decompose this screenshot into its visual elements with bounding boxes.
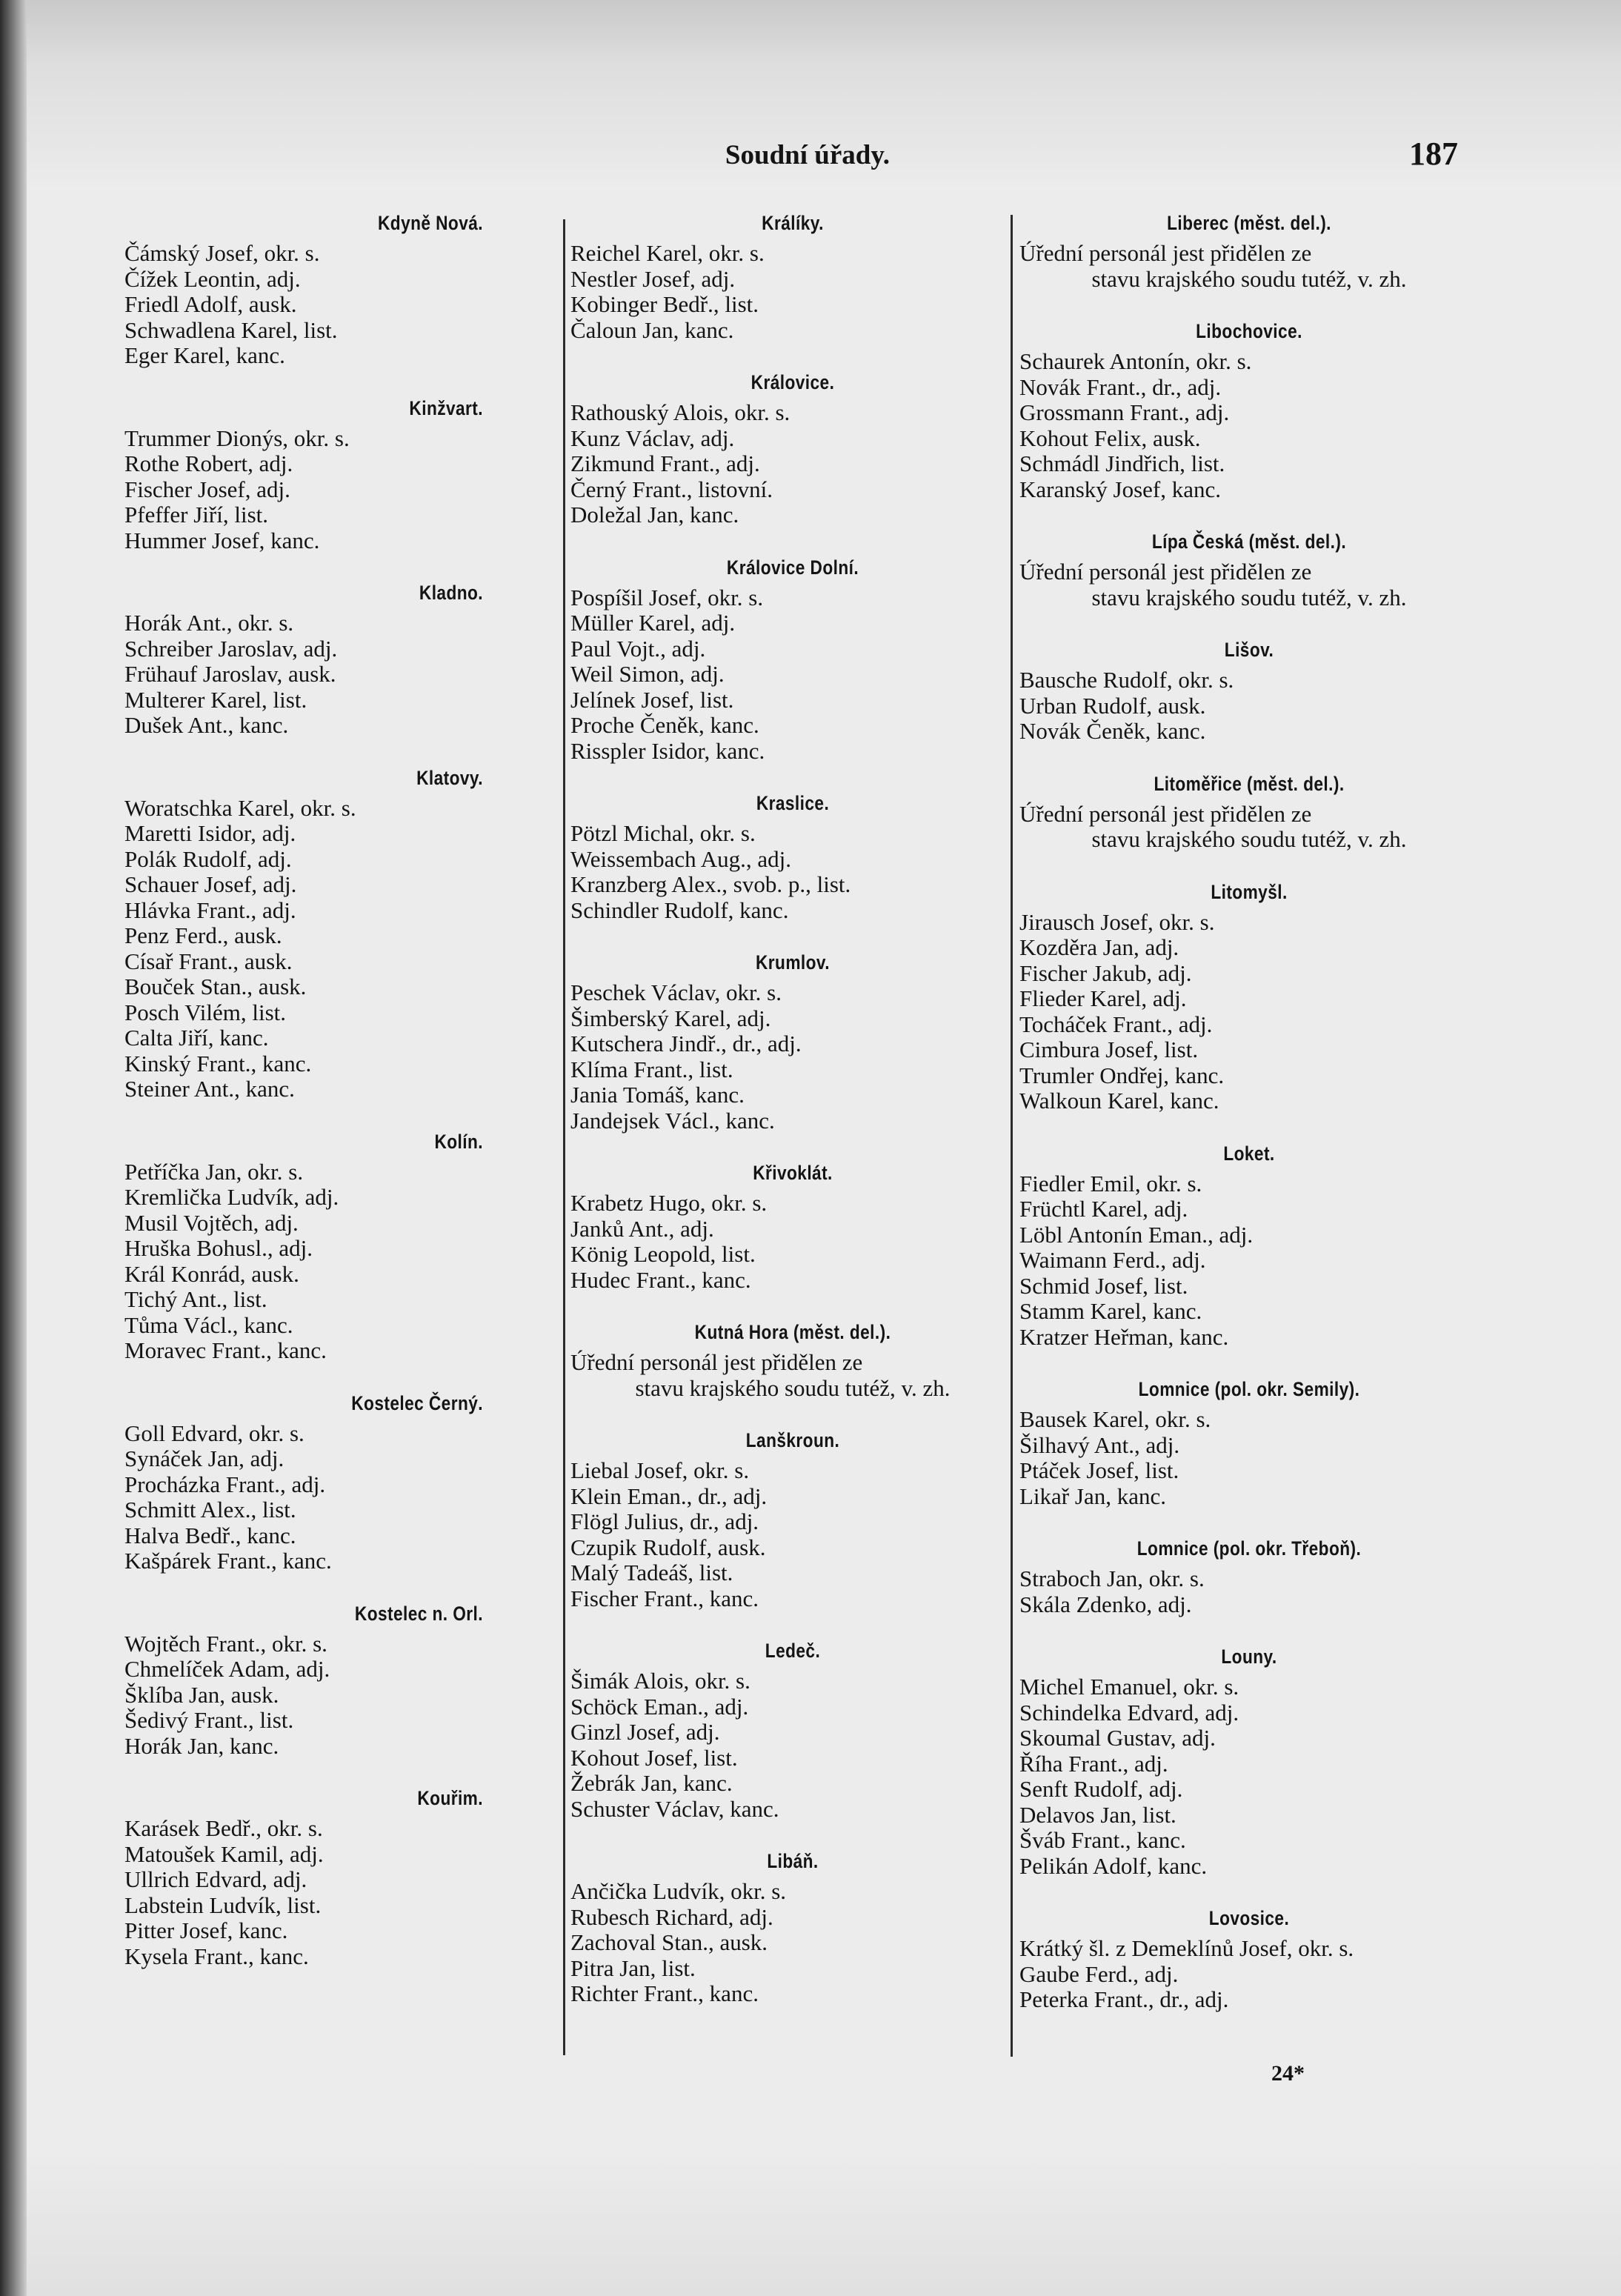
court-title: Lomnice (pol. okr. Semily). xyxy=(1138,1378,1360,1400)
personnel-entry: Pitra Jan, list. xyxy=(570,1954,696,1981)
court-title: Litoměřice (měst. del.). xyxy=(1154,772,1345,795)
court-note-line: stavu krajského soudu tutéž, v. zh. xyxy=(1091,265,1407,292)
court-title: Kouřim. xyxy=(417,1787,483,1809)
personnel-entry: Bouček Stan., ausk. xyxy=(124,974,307,999)
personnel-entry: Schauer Josef, adj. xyxy=(124,871,297,897)
personnel-entry: Kutschera Jindř., dr., adj. xyxy=(570,1031,802,1057)
court-section xyxy=(1019,1378,1479,1509)
personnel-entry: Gaube Ferd., adj. xyxy=(1019,1960,1179,1987)
personnel-entry: Fischer Jakub, adj. xyxy=(1019,959,1192,986)
personnel-entry: Schwadlena Karel, list. xyxy=(124,316,338,343)
court-section xyxy=(124,396,483,554)
court-section xyxy=(570,1850,1015,2007)
personnel-entry: Penz Ferd., ausk. xyxy=(124,922,282,948)
personnel-entry: Synáček Jan, adj. xyxy=(124,1445,284,1471)
personnel-entry: Weissembach Aug., adj. xyxy=(570,845,791,872)
personnel-entry: Kohout Felix, ausk. xyxy=(1019,425,1201,451)
personnel-entry: Musil Vojtěch, adj. xyxy=(124,1209,299,1236)
personnel-entry: Frühauf Jaroslav, ausk. xyxy=(124,661,336,687)
court-section xyxy=(570,951,1015,1134)
personnel-entry: Žebrák Jan, kanc. xyxy=(570,1770,733,1796)
personnel-entry: Hruška Bohusl., adj. xyxy=(124,1235,313,1261)
personnel-entry: Kobinger Bedř., list. xyxy=(570,291,759,317)
court-section xyxy=(570,1321,1015,1401)
court-section xyxy=(570,556,1015,765)
personnel-entry: Schmid Josef, list. xyxy=(1019,1272,1188,1299)
court-section xyxy=(124,582,483,739)
court-title: Liberec (měst. del.). xyxy=(1167,212,1331,234)
court-title: Kostelec n. Orl. xyxy=(354,1602,483,1625)
court-note-line: stavu krajského soudu tutéž, v. zh. xyxy=(635,1374,951,1401)
court-section xyxy=(1019,639,1479,745)
personnel-entry: Šklíba Jan, ausk. xyxy=(124,1681,279,1708)
personnel-entry: Schreiber Jaroslav, adj. xyxy=(124,635,338,662)
personnel-entry: Jania Tomáš, kanc. xyxy=(570,1082,745,1108)
personnel-entry: Doležal Jan, kanc. xyxy=(570,502,739,528)
personnel-entry: Matoušek Kamil, adj. xyxy=(124,1840,324,1867)
personnel-entry: Krátký šl. z Demeklínů Josef, okr. s. xyxy=(1019,1935,1354,1961)
personnel-entry: Hudec Frant., kanc. xyxy=(570,1266,751,1293)
personnel-entry: Hlávka Frant., adj. xyxy=(124,896,296,923)
personnel-entry: Rathouský Alois, okr. s. xyxy=(570,399,790,425)
personnel-entry: Kunz Václav, adj. xyxy=(570,425,735,451)
personnel-entry: Goll Edvard, okr. s. xyxy=(124,1420,304,1446)
personnel-entry: Císař Frant., ausk. xyxy=(124,948,293,974)
column-2 xyxy=(570,212,1015,2035)
personnel-entry: Janků Ant., adj. xyxy=(570,1215,714,1242)
court-title: Královice. xyxy=(750,371,835,393)
personnel-entry: Labstein Ludvík, list. xyxy=(124,1891,322,1918)
court-section xyxy=(1019,773,1479,853)
personnel-entry: Delavos Jan, list. xyxy=(1019,1801,1176,1828)
personnel-entry: Ullrich Edvard, adj. xyxy=(124,1866,307,1892)
personnel-entry: Pelikán Adolf, kanc. xyxy=(1019,1852,1208,1879)
court-title: Kdyně Nová. xyxy=(378,212,483,234)
personnel-entry: Urban Rudolf, ausk. xyxy=(1019,692,1206,719)
personnel-entry: Zikmund Frant., adj. xyxy=(570,450,760,476)
personnel-entry: Šváb Frant., kanc. xyxy=(1019,1827,1186,1853)
personnel-entry: Klein Eman., dr., adj. xyxy=(570,1483,768,1509)
personnel-entry: Skála Zdenko, adj. xyxy=(1019,1591,1192,1617)
column-3 xyxy=(1019,212,1479,2041)
personnel-entry: Löbl Antonín Eman., adj. xyxy=(1019,1221,1254,1248)
personnel-entry: Šilhavý Ant., adj. xyxy=(1019,1431,1180,1458)
personnel-entry: Nestler Josef, adj. xyxy=(570,265,736,292)
signature-mark: 24* xyxy=(1271,2061,1305,2086)
personnel-entry: Říha Frant., adj. xyxy=(1019,1750,1168,1777)
personnel-entry: Proche Čeněk, kanc. xyxy=(570,712,759,738)
personnel-entry: Kinský Frant., kanc. xyxy=(124,1050,312,1077)
personnel-entry: Ančička Ludvík, okr. s. xyxy=(570,1878,787,1904)
personnel-entry: Posch Vilém, list. xyxy=(124,999,287,1025)
personnel-entry: Steiner Ant., kanc. xyxy=(124,1076,295,1102)
court-section xyxy=(1019,212,1479,292)
personnel-entry: Zachoval Stan., ausk. xyxy=(570,1929,768,1955)
personnel-entry: Likař Jan, kanc. xyxy=(1019,1483,1166,1509)
personnel-entry: Bausche Rudolf, okr. s. xyxy=(1019,667,1234,693)
court-section xyxy=(570,212,1015,343)
court-title: Ledeč. xyxy=(765,1640,821,1662)
court-section xyxy=(570,792,1015,923)
personnel-entry: Ptáček Josef, list. xyxy=(1019,1457,1179,1483)
personnel-entry: Jandejsek Václ., kanc. xyxy=(570,1107,775,1134)
court-title: Křivoklát. xyxy=(753,1162,833,1184)
personnel-entry: Flögl Julius, dr., adj. xyxy=(570,1508,759,1534)
court-section xyxy=(124,1602,483,1760)
court-note-line: Úřední personál jest přidělen ze xyxy=(1019,240,1312,266)
court-title: Kolín. xyxy=(434,1130,483,1153)
personnel-entry: Eger Karel, kanc. xyxy=(124,342,285,368)
personnel-entry: Rothe Robert, adj. xyxy=(124,450,293,476)
personnel-entry: Calta Jiří, kanc. xyxy=(124,1025,269,1051)
personnel-entry: Richter Frant., kanc. xyxy=(570,1980,759,2006)
personnel-entry: Moravec Frant., kanc. xyxy=(124,1337,327,1363)
personnel-entry: Hummer Josef, kanc. xyxy=(124,527,320,553)
personnel-entry: Paul Vojt., adj. xyxy=(570,635,706,662)
personnel-entry: Čámský Josef, okr. s. xyxy=(124,240,320,266)
court-title: Lišov. xyxy=(1224,639,1274,661)
personnel-entry: Král Konrád, ausk. xyxy=(124,1260,299,1287)
personnel-entry: Risspler Isidor, kanc. xyxy=(570,737,765,764)
personnel-entry: König Leopold, list. xyxy=(570,1241,756,1267)
personnel-entry: Senft Rudolf, adj. xyxy=(1019,1776,1183,1802)
personnel-entry: Ginzl Josef, adj. xyxy=(570,1719,720,1745)
court-section xyxy=(570,371,1015,528)
court-note-line: Úřední personál jest přidělen ze xyxy=(1019,559,1312,585)
personnel-entry: Kozděra Jan, adj. xyxy=(1019,934,1179,960)
personnel-entry: Dušek Ant., kanc. xyxy=(124,712,289,738)
personnel-entry: Kranzberg Alex., svob. p., list. xyxy=(570,871,851,897)
court-section xyxy=(124,1787,483,1969)
personnel-entry: Jelínek Josef, list. xyxy=(570,686,734,713)
court-note-line: stavu krajského soudu tutéž, v. zh. xyxy=(1091,584,1407,610)
personnel-entry: Walkoun Karel, kanc. xyxy=(1019,1088,1219,1114)
court-title: Kostelec Černý. xyxy=(351,1391,483,1414)
personnel-entry: Schindler Rudolf, kanc. xyxy=(570,896,789,923)
column-divider-1 xyxy=(563,219,565,2055)
personnel-entry: Skoumal Gustav, adj. xyxy=(1019,1725,1216,1751)
personnel-entry: Straboch Jan, okr. s. xyxy=(1019,1565,1205,1591)
personnel-entry: Pötzl Michal, okr. s. xyxy=(570,820,756,846)
court-section xyxy=(1019,881,1479,1114)
court-section xyxy=(124,212,483,369)
personnel-entry: Multerer Karel, list. xyxy=(124,686,307,713)
court-note xyxy=(1019,802,1479,853)
court-title: Kraslice. xyxy=(756,792,830,814)
court-title: Králíky. xyxy=(762,212,824,234)
court-title: Lípa Česká (měst. del.). xyxy=(1151,530,1347,553)
column-1 xyxy=(124,212,483,1997)
personnel-entry: Tůma Václ., kanc. xyxy=(124,1311,293,1338)
court-section xyxy=(570,1162,1015,1293)
page-number: 187 xyxy=(1409,136,1458,172)
personnel-entry: Bausek Karel, okr. s. xyxy=(1019,1406,1211,1432)
personnel-entry: Pitter Josef, kanc. xyxy=(124,1917,288,1943)
personnel-entry: Peschek Václav, okr. s. xyxy=(570,979,782,1005)
court-title: Královice Dolní. xyxy=(726,556,859,579)
personnel-entry: Stamm Karel, kanc. xyxy=(1019,1298,1202,1324)
personnel-entry: Novák Frant., dr., adj. xyxy=(1019,373,1222,400)
court-note xyxy=(1019,241,1479,292)
personnel-entry: Waimann Ferd., adj. xyxy=(1019,1247,1206,1273)
court-note-line: Úřední personál jest přidělen ze xyxy=(570,1349,863,1375)
personnel-entry: Fischer Frant., kanc. xyxy=(570,1585,759,1611)
court-section xyxy=(1019,1537,1479,1617)
personnel-entry: Schuster Václav, kanc. xyxy=(570,1795,779,1822)
personnel-entry: Klíma Frant., list. xyxy=(570,1056,733,1082)
personnel-entry: Früchtl Karel, adj. xyxy=(1019,1196,1188,1222)
court-section xyxy=(124,1130,483,1364)
court-title: Lanškroun. xyxy=(745,1429,840,1451)
personnel-entry: Schmádl Jindřich, list. xyxy=(1019,450,1225,476)
personnel-entry: Schöck Eman., adj. xyxy=(570,1693,749,1720)
personnel-entry: Flieder Karel, adj. xyxy=(1019,985,1187,1011)
court-title: Klatovy. xyxy=(416,766,483,789)
court-section xyxy=(1019,530,1479,610)
personnel-entry: Pospíšil Josef, okr. s. xyxy=(570,584,764,610)
personnel-entry: Karásek Bedř., okr. s. xyxy=(124,1815,323,1841)
personnel-entry: Novák Čeněk, kanc. xyxy=(1019,718,1206,744)
personnel-entry: Pfeffer Jiří, list. xyxy=(124,502,269,528)
personnel-entry: Cimbura Josef, list. xyxy=(1019,1036,1199,1062)
personnel-entry: Petříčka Jan, okr. s. xyxy=(124,1158,304,1185)
court-section xyxy=(570,1429,1015,1611)
personnel-entry: Šedivý Frant., list. xyxy=(124,1707,294,1733)
personnel-entry: Müller Karel, adj. xyxy=(570,610,736,636)
court-section xyxy=(1019,1142,1479,1351)
page-title: Soudní úřady. xyxy=(725,140,891,170)
personnel-entry: Friedl Adolf, ausk. xyxy=(124,291,297,317)
court-title: Kinžvart. xyxy=(409,396,483,419)
court-title: Lovosice. xyxy=(1208,1907,1290,1929)
personnel-entry: Michel Emanuel, okr. s. xyxy=(1019,1674,1239,1700)
court-title: Lomnice (pol. okr. Třeboň). xyxy=(1136,1537,1362,1560)
court-title: Kutná Hora (měst. del.). xyxy=(694,1321,891,1343)
personnel-entry: Liebal Josef, okr. s. xyxy=(570,1457,750,1483)
personnel-entry: Weil Simon, adj. xyxy=(570,661,725,687)
personnel-entry: Krabetz Hugo, okr. s. xyxy=(570,1190,768,1216)
personnel-entry: Schaurek Antonín, okr. s. xyxy=(1019,348,1252,374)
personnel-entry: Trumler Ondřej, kanc. xyxy=(1019,1062,1225,1088)
personnel-entry: Polák Rudolf, adj. xyxy=(124,845,292,872)
court-section xyxy=(1019,1646,1479,1879)
scan-edge-shadow xyxy=(0,0,27,2296)
personnel-entry: Fischer Josef, adj. xyxy=(124,476,290,502)
personnel-entry: Fiedler Emil, okr. s. xyxy=(1019,1170,1202,1197)
personnel-entry: Wojtěch Frant., okr. s. xyxy=(124,1630,327,1657)
court-title: Krumlov. xyxy=(756,951,830,974)
personnel-entry: Reichel Karel, okr. s. xyxy=(570,240,765,266)
personnel-entry: Maretti Isidor, adj. xyxy=(124,820,296,846)
personnel-entry: Kratzer Heřman, kanc. xyxy=(1019,1323,1229,1350)
court-section xyxy=(124,766,483,1102)
court-section xyxy=(570,1640,1015,1822)
personnel-entry: Tichý Ant., list. xyxy=(124,1286,267,1312)
personnel-entry: Czupik Rudolf, ausk. xyxy=(570,1534,766,1560)
personnel-entry: Schmitt Alex., list. xyxy=(124,1497,296,1523)
court-title: Kladno. xyxy=(419,582,483,604)
personnel-entry: Čížek Leontin, adj. xyxy=(124,265,301,292)
court-title: Litomyšl. xyxy=(1211,880,1288,903)
personnel-entry: Woratschka Karel, okr. s. xyxy=(124,794,356,821)
personnel-entry: Halva Bedř., kanc. xyxy=(124,1522,296,1548)
personnel-entry: Jirausch Josef, okr. s. xyxy=(1019,908,1215,935)
personnel-entry: Karanský Josef, kanc. xyxy=(1019,476,1222,502)
personnel-entry: Černý Frant., listovní. xyxy=(570,476,773,502)
personnel-entry: Grossmann Frant., adj. xyxy=(1019,399,1230,425)
court-note xyxy=(1019,559,1479,610)
court-title: Louny. xyxy=(1221,1646,1277,1668)
personnel-entry: Horák Jan, kanc. xyxy=(124,1732,279,1759)
court-title: Libáň. xyxy=(767,1850,819,1872)
personnel-entry: Peterka Frant., dr., adj. xyxy=(1019,1986,1229,2012)
personnel-entry: Šimák Alois, okr. s. xyxy=(570,1668,750,1694)
court-section xyxy=(1019,320,1479,502)
court-note-line: stavu krajského soudu tutéž, v. zh. xyxy=(1091,826,1407,852)
court-note xyxy=(570,1350,1015,1401)
personnel-entry: Chmelíček Adam, adj. xyxy=(124,1656,330,1682)
court-note-line: Úřední personál jest přidělen ze xyxy=(1019,800,1312,827)
personnel-entry: Čaloun Jan, kanc. xyxy=(570,316,734,343)
personnel-entry: Horák Ant., okr. s. xyxy=(124,610,294,636)
personnel-entry: Kohout Josef, list. xyxy=(570,1744,738,1771)
personnel-entry: Procházka Frant., adj. xyxy=(124,1471,326,1497)
personnel-entry: Schindelka Edvard, adj. xyxy=(1019,1699,1239,1726)
court-title: Loket. xyxy=(1223,1142,1275,1165)
personnel-entry: Trummer Dionýs, okr. s. xyxy=(124,425,350,451)
personnel-entry: Kremlička Ludvík, adj. xyxy=(124,1184,339,1210)
court-section xyxy=(1019,1907,1479,2013)
personnel-entry: Rubesch Richard, adj. xyxy=(570,1903,773,1930)
personnel-entry: Šimberský Karel, adj. xyxy=(570,1005,771,1031)
personnel-entry: Kašpárek Frant., kanc. xyxy=(124,1548,332,1574)
court-title: Libochovice. xyxy=(1196,320,1302,342)
court-section xyxy=(124,1391,483,1574)
personnel-entry: Malý Tadeáš, list. xyxy=(570,1560,733,1585)
personnel-entry: Kysela Frant., kanc. xyxy=(124,1943,309,1969)
personnel-entry: Tocháček Frant., adj. xyxy=(1019,1011,1213,1037)
